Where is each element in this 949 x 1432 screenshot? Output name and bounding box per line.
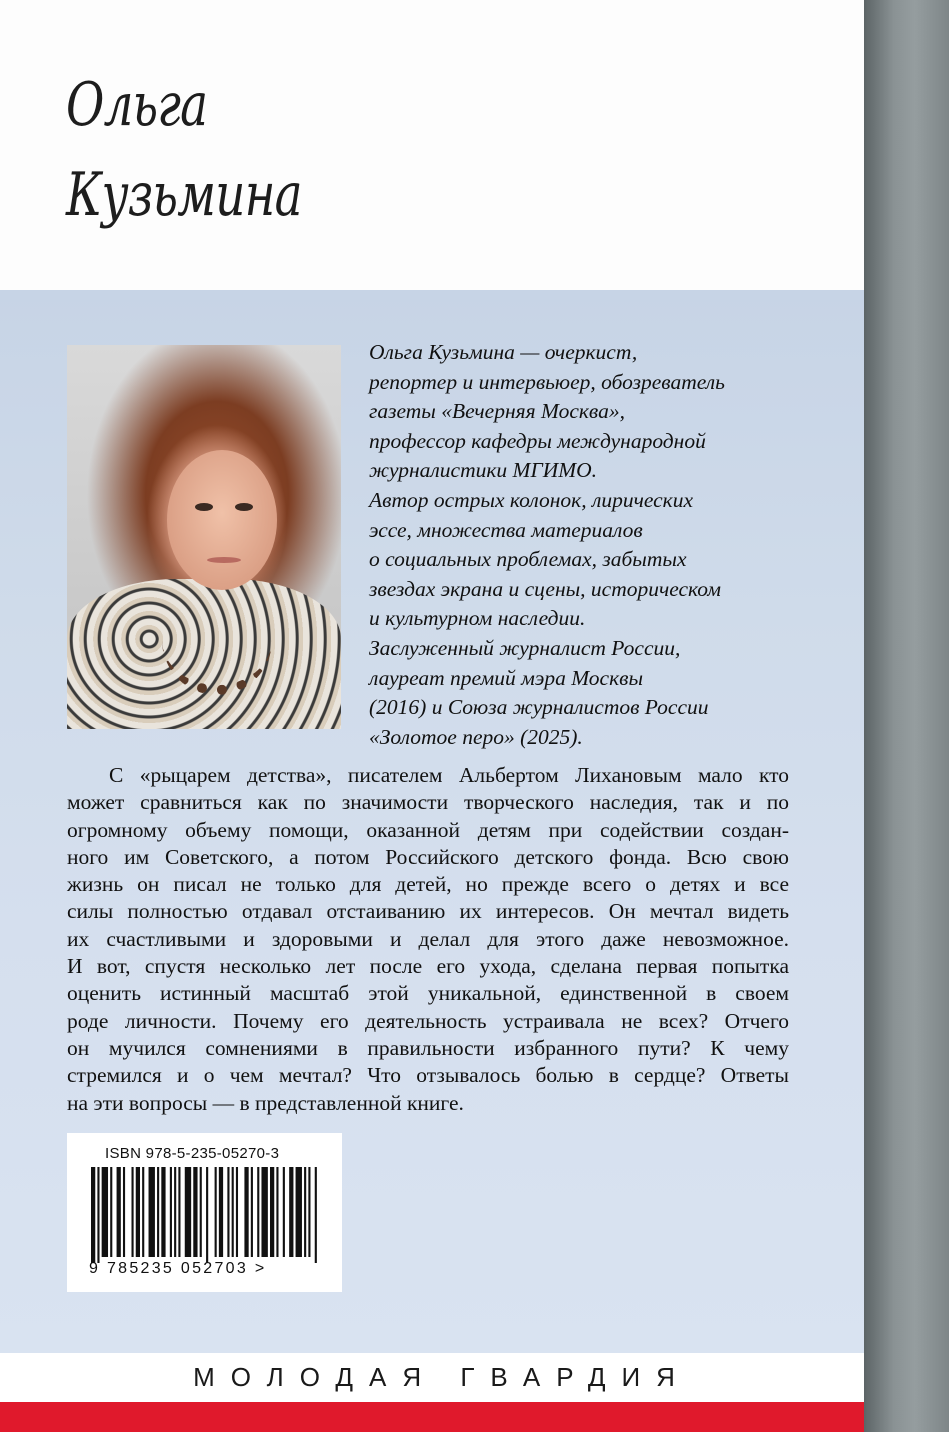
barcode-bar bbox=[102, 1167, 108, 1257]
bio-line: журналистики МГИМО. bbox=[369, 458, 598, 483]
barcode-bar bbox=[170, 1167, 172, 1257]
barcode-bar bbox=[308, 1167, 310, 1257]
barcode-bar bbox=[110, 1167, 112, 1257]
annotation-line: И вот, спустя несколько лет после его ухода, сделана первая попытка bbox=[67, 954, 789, 979]
author-name-title bbox=[66, 60, 302, 240]
barcode-bar bbox=[257, 1167, 259, 1257]
barcode-bar bbox=[157, 1167, 159, 1257]
barcode-bar bbox=[289, 1167, 293, 1257]
barcode-icon bbox=[89, 1167, 321, 1263]
barcode-bar bbox=[91, 1167, 95, 1263]
bio-line: «Золотое перо» (2025). bbox=[369, 724, 583, 749]
barcode-bar bbox=[123, 1167, 125, 1257]
barcode-bar bbox=[283, 1167, 285, 1257]
publisher-name: МОЛОДАЯ ГВАРДИЯ bbox=[193, 1362, 691, 1392]
author-first-name: Ольга bbox=[66, 70, 208, 140]
barcode-bar bbox=[185, 1167, 191, 1257]
barcode-bar bbox=[261, 1167, 267, 1257]
barcode-bar bbox=[215, 1167, 217, 1257]
bio-line: профессор кафедры международной bbox=[369, 428, 706, 453]
bio-line: газеты «Вечерняя Москва», bbox=[369, 399, 625, 424]
book-spine bbox=[864, 0, 949, 1432]
author-photo bbox=[67, 345, 341, 729]
barcode-bar bbox=[227, 1167, 229, 1257]
bio-line: звездах экрана и сцены, историческом bbox=[369, 576, 721, 601]
barcode-bar bbox=[174, 1167, 176, 1257]
barcode-bar bbox=[142, 1167, 144, 1257]
barcode-bar bbox=[236, 1167, 238, 1257]
barcode-bar bbox=[136, 1167, 140, 1257]
bio-line: Заслуженный журналист России, bbox=[369, 635, 681, 660]
annotation-line: ного им Советского, а потом Российского детского фонда. Всю свою bbox=[67, 844, 789, 869]
bio-line: о социальных проблемах, забытых bbox=[369, 547, 687, 572]
barcode-bar bbox=[200, 1167, 202, 1257]
annotation-line: роде личности. Почему его деятельность устраивала не всех? Отчего bbox=[67, 1008, 789, 1033]
barcode-bar bbox=[178, 1167, 180, 1257]
annotation-line: может сравниться как по значимости творческого наследия, так и по bbox=[67, 790, 789, 815]
barcode-bar bbox=[193, 1167, 197, 1257]
annotation-paragraph bbox=[67, 762, 789, 1117]
photo-necklace bbox=[162, 585, 272, 695]
bio-line: Ольга Кузьмина — очеркист, bbox=[369, 340, 638, 364]
bio-line: репортер и интервьюер, обозреватель bbox=[369, 369, 725, 394]
barcode-bar bbox=[206, 1167, 208, 1263]
annotation-line: жизнь он писал не только для детей, но прежде всего о детях и все bbox=[67, 872, 789, 897]
annotation-line: оценить истинный масштаб этой уникальной, единственной в своем bbox=[67, 981, 789, 1006]
barcode-bar bbox=[161, 1167, 165, 1257]
annotation-line: он мучился сомнениями в правильности избранного пути? К чему bbox=[67, 1035, 789, 1060]
barcode-bar bbox=[296, 1167, 302, 1257]
barcode-bar bbox=[149, 1167, 155, 1257]
bio-line: лауреат премий мэра Москвы bbox=[369, 665, 644, 690]
bio-line: и культурном наследии. bbox=[369, 606, 586, 631]
barcode-bar bbox=[276, 1167, 278, 1257]
photo-face bbox=[167, 450, 277, 590]
barcode-bar bbox=[244, 1167, 248, 1257]
barcode-box bbox=[67, 1133, 342, 1292]
book-annotation bbox=[67, 762, 789, 1117]
author-bio bbox=[369, 338, 819, 752]
photo-eye-right bbox=[235, 503, 253, 511]
barcode-bar bbox=[315, 1167, 317, 1263]
barcode-bar bbox=[117, 1167, 121, 1257]
barcode-bar bbox=[219, 1167, 223, 1257]
barcode-bar bbox=[232, 1167, 234, 1257]
author-last-name: Кузьмина bbox=[66, 160, 302, 230]
annotation-line: С «рыцарем детства», писателем Альбертом Лихановым мало кто bbox=[109, 763, 789, 787]
barcode-bar bbox=[251, 1167, 253, 1257]
annotation-line: огромному объему помощи, оказанной детям при содействии создан- bbox=[67, 817, 789, 842]
barcode-bar bbox=[131, 1167, 133, 1257]
annotation-line: стремился и о чем мечтал? Что отзывалось болью в сердце? Ответы bbox=[67, 1063, 789, 1088]
photo-mouth bbox=[207, 557, 241, 563]
annotation-line: их счастливыми и здоровыми и делал для этого даже невозможное. bbox=[67, 926, 789, 951]
barcode-bar bbox=[304, 1167, 306, 1257]
barcode-bar bbox=[270, 1167, 274, 1257]
red-strip bbox=[0, 1402, 864, 1432]
photo-eye-left bbox=[195, 503, 213, 511]
bio-line: эссе, множества материалов bbox=[369, 517, 643, 542]
annotation-line: силы полностью отдавал отстаиванию их интересов. Он мечтал видеть bbox=[67, 899, 789, 924]
bio-line: (2016) и Союза журналистов России bbox=[369, 695, 709, 720]
barcode-bar bbox=[97, 1167, 99, 1263]
annotation-line: на эти вопросы — в представленной книге. bbox=[67, 1090, 464, 1115]
isbn-label: ISBN 978-5-235-05270-3 bbox=[105, 1145, 280, 1162]
barcode-digits: 9 785235 052703 > bbox=[89, 1260, 267, 1277]
title-area bbox=[0, 0, 864, 290]
bio-line: Автор острых колонок, лирических bbox=[369, 487, 694, 512]
